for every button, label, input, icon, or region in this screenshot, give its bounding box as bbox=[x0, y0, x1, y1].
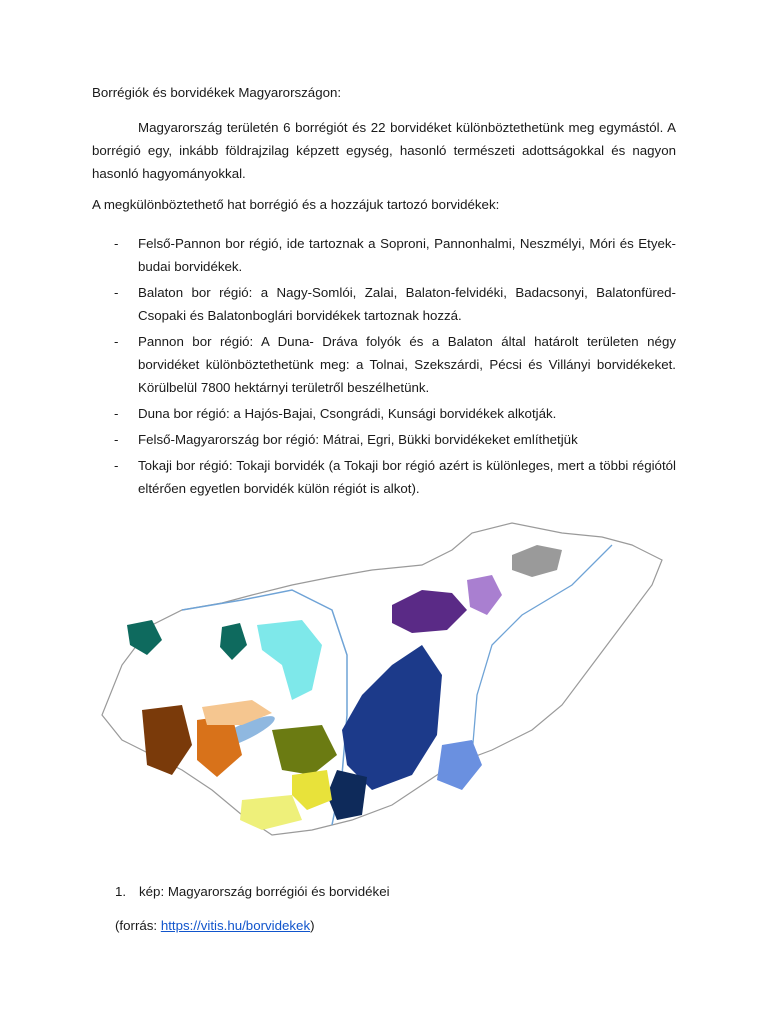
list-item bbox=[92, 402, 676, 425]
source-link[interactable]: https://vitis.hu/borvidekek bbox=[160, 918, 311, 933]
bullet-dash: - bbox=[114, 458, 119, 473]
region-text: Felső-Pannon bor régió, ide tartoznak a Soproni, Pannonhalmi, Neszmélyi, Móri és Etyek-budai borvidékek. bbox=[138, 236, 676, 274]
source-line bbox=[115, 918, 315, 933]
list-item bbox=[92, 428, 676, 451]
hungary-wine-map bbox=[92, 515, 676, 870]
list-item bbox=[92, 281, 676, 327]
list-item bbox=[92, 330, 676, 399]
bullet-dash: - bbox=[114, 236, 119, 251]
caption-number: 1. bbox=[115, 884, 127, 899]
source-suffix: ) bbox=[310, 918, 315, 933]
region-text: Pannon bor régió: A Duna- Dráva folyók és a Balaton által határolt területen négy borvidéket különböztethetünk meg: a Tolnai, Szekszárdi, Pécsi és Villányi borvidékeket. Körülbelül 7800 hektárnyi területről beszélhetünk. bbox=[138, 334, 676, 395]
page-title: Borrégiók és borvidékek Magyarországon: bbox=[92, 85, 342, 100]
source-prefix: (forrás: bbox=[115, 918, 161, 933]
bullet-dash: - bbox=[114, 285, 119, 300]
region-text: Tokaji bor régió: Tokaji borvidék (a Tokaji bor régió azért is különleges, mert a többi régiótól eltérően egyetlen borvidék külön régiót is alkot). bbox=[138, 458, 676, 496]
bullet-dash: - bbox=[114, 334, 119, 349]
region-list bbox=[92, 232, 676, 503]
list-item bbox=[92, 454, 676, 500]
intro-paragraph: Magyarország területén 6 borrégiót és 22 borvidéket különböztethetünk meg egymástól. A borrégió egy, inkább földrajzilag képzett egység, hasonló természeti adottságokkal és nagyon hasonló hagyományokkal. bbox=[92, 120, 676, 181]
region-text: Felső-Magyarország bor régió: Mátrai, Egri, Bükki borvidékeket említhetjük bbox=[138, 432, 578, 447]
region-text: Balaton bor régió: a Nagy-Somlói, Zalai, Balaton-felvidéki, Badacsonyi, Balatonfüred-Csopaki és Balatonboglári borvidékek tartoznak hozzá. bbox=[138, 285, 676, 323]
caption-text: kép: Magyarország borrégiói és borvidékei bbox=[139, 884, 390, 899]
bullet-dash: - bbox=[114, 432, 119, 447]
figure-caption bbox=[115, 884, 390, 899]
region-text: Duna bor régió: a Hajós-Bajai, Csongrádi, Kunsági borvidékek alkotják. bbox=[138, 406, 557, 421]
bullet-dash: - bbox=[114, 406, 119, 421]
list-item bbox=[92, 232, 676, 278]
lead-paragraph: A megkülönböztethető hat borrégió és a hozzájuk tartozó borvidékek: bbox=[92, 197, 500, 212]
